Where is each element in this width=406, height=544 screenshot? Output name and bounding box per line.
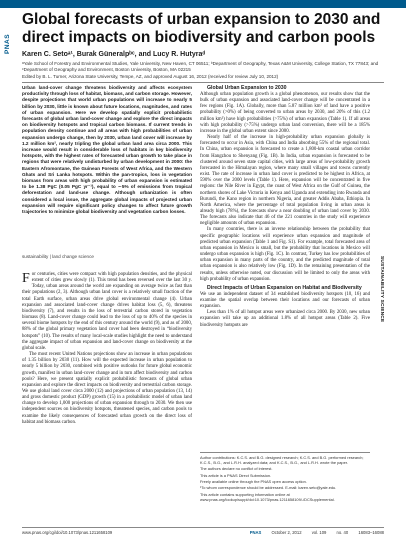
section-heading-biodiversity: Direct Impacts of Urban Expansion on Habitat and Biodiversity	[207, 284, 362, 291]
keywords: sustainability | land change science	[22, 254, 94, 259]
footer-volume: vol. 109	[311, 530, 327, 535]
abstract: Urban land-cover change threatens biodiversity and affects ecosystem productivity through loss of habitat, biomass, and carbon storage. However, despite projections that world urban populations will increase to nearly 5 billion by 2030, little is known about future locations, magnitudes, and rates of urban expansion. Here we develop spatially explicit probabilistic forecasts of global urban land-cover change and explore the direct impacts on biodiversity hotspots and tropical carbon biomass. If current trends in population density continue and all areas with high probabilities of urban expansion undergo change, then by 2030, urban land cover will increase by 1.2 million km², nearly tripling the global urban land area circa 2000. This increase would result in considerable loss of habitats in key biodiversity hotspots, with the highest rates of forecasted urban growth to take place in regions that were relatively undisturbed by urban development in 2000: the Eastern Afromontane, the Guinean Forests of West Africa, and the Western Ghats and Sri Lanka hotspots. Within the pan-tropics, loss in vegetation biomass from areas with high probability of urban expansion is estimated to be 1.38 PgC (0.05 PgC yr⁻¹), equal to ∼5% of emissions from tropical deforestation and land-use change. Although urbanization is often considered a local issue, the aggregate global impacts of projected urban expansion will require significant policy changes to affect future growth trajectories to minimize global biodiversity and vegetation carbon losses.	[22, 85, 192, 215]
biodiversity-paragraph-1: We use an independent dataset of 34 established biodiversity hotspots (10, 16) and examine the spatial overlap between their locations and our forecasts of urban expansion.	[200, 291, 370, 310]
affiliations: ᵃYale School of Forestry and Environmental Studies, Yale University, New Haven, CT 06511; ᵇDepartment of Geography, Texas A&M University, College Station, TX 77843; and ᶜDepartment of Geography and Environment, Boston University, Boston, MA 02215	[22, 61, 379, 72]
doi-link[interactable]: www.pnas.org/cgi/doi/10.1073/pnas.1211658109	[22, 530, 113, 535]
footer-pages: 16083–16088	[358, 530, 384, 535]
intro-paragraph-2: The most recent United Nations projections show an increase in urban populations of 1.35 billion by 2030 (11). How will the expected increase in urban population to nearly 5 billion by 2030, combined with positive outlooks for future global economic growth, manifest in urban land-cover change and in turn affect biodiversity and carbon pools? Here, we present spatially explicit probabilistic forecasts of global urban expansion and explore the direct impacts on biodiversity and terrestrial carbon storage. We use global land cover circa 2000 (12) and projections of urban population (13, 14) and gross domestic product (GDP) growth (15) in a probabilistic model of urban land change to develop 1,000 projections of urban expansion through to 2030. We then use independent sources on biodiversity hotspots, threatened species, and carbon pools to examine the likely consequences of forecasted urban growth on the direct loss of habitat and biomass carbon.	[22, 352, 192, 425]
paper-title: Global forecasts of urban expansion to 2030 and direct impacts on biodiversity and carbon pools	[22, 11, 381, 46]
results-paragraph-3: In many countries, there is an inverse relationship between the probability that specific geographic locations will experience urban expansion and magnitude of predicted urban expansion (Table 1 and Fig. S1). For example, total forecasted area of urban expansion in Mexico is small, but the probability that locations in Mexico will undergo urban expansion is high (Fig. 1C). In contrast, Turkey has low probabilities of urban expansion in many parts of the country, and the predicted magnitude of total urban expansion is also relatively low (Fig. 1D). In the remaining presentation of the results, unless otherwise noted, our discussion will be limited to only the areas with high probability of urban expansion.	[200, 227, 370, 282]
footer-journal: PNAS	[249, 530, 262, 535]
section-heading-expansion: Global Urban Expansion to 2030	[207, 85, 287, 91]
author-list: Karen C. Setoᵃ¹, Burak Güneralpᵇᶜ, and Lucy R. Hutyraᵈ	[22, 51, 206, 58]
right-column-body	[200, 85, 370, 329]
biodiversity-paragraph-2: Less than 1% of all hotspot areas were urbanized circa 2000. By 2030, new urban expansion will take up an additional 1.8% of all hotspot areas (Table 2). Five biodiversity hotspots are	[200, 310, 370, 328]
footnotes	[200, 452, 370, 503]
page-footer	[22, 530, 384, 538]
footer-issue: no. 40	[336, 530, 349, 535]
footnote-conflict: The authors declare no conflict of interest.	[200, 466, 273, 472]
footer-date: October 2, 2012	[271, 530, 302, 535]
journal-logo: PNAS	[4, 33, 11, 54]
edited-by: Edited by B. L. Turner, Arizona State University, Tempe, AZ, and approved August 16, 2012 (received for review July 10, 2012)	[22, 74, 279, 79]
footer-divider	[22, 527, 384, 528]
drop-cap: F	[22, 271, 30, 286]
results-paragraph-1: Although urban population growth is a global phenomenon, our results show that the bulk of urban expansion and associated land-cover change will be concentrated in a few regions (Fig. 1A). Globally, more than 5.87 million km² of land have a positive probability (>0%) of being converted to urban areas by 2030, and 20% of this (1.2 million km²) have high probabilities (>75%) of urban expansion (Table 1). If all areas with high probability (>75%) undergo urban land conversion, there will be a 185% increase in the global urban extent since 2000.	[200, 92, 370, 134]
footnote-open-access: Freely available online through the PNAS open access option.	[200, 478, 307, 484]
results-paragraph-2: Nearly half of the increase in high-probability urban expansion globally is forecasted to occur in Asia, with China and India absorbing 55% of the regional total. In China, urban expansion is forecasted to create a 1,800-km coastal urban corridor from Hangzhou to Shenyang (Fig. 1B). In India, urban expansion is forecasted to be clustered around seven state capital cities, with large areas of low-probability growth forecasted in the Himalayan region, where many small villages and towns currently exist. The rate of increase in urban land cover is predicted to be highest in Africa, at 590% over the 2000 levels (Table 1). Here, expansion will be concentrated in five regions: the Nile River in Egypt, the coast of West Africa on the Gulf of Guinea, the northern shores of Lake Victoria in Kenya and Uganda and extending into Rwanda and Burundi, the Kano region in northern Nigeria, and greater Addis Ababa, Ethiopia. In North America, where the percentage of total population living in urban areas is already high (78%), the forecasts show a near doubling of urban land cover by 2030. The forecasts also indicate that 46 of the 221 countries in the study will experience negligible amounts of urban expansion.	[200, 135, 370, 227]
footnote-supporting-info: This article contains supporting information online at www.pnas.org/lookup/suppl/doi:10.1073/pnas.1211658109/-/DCSupplemental.	[200, 491, 335, 502]
section-side-label: SUSTAINABILITY SCIENCE	[379, 256, 384, 323]
header-divider	[22, 82, 384, 83]
footnote-contributions: Author contributions: K.C.S. and B.G. designed research; K.C.S. and B.G. performed research; K.C.S., B.G., and L.R.H. analyzed data; and K.C.S., B.G., and L.R.H. wrote the paper.	[200, 455, 364, 466]
intro-paragraph-1: For centuries, cities were compact with high population densities, and the physical extent of cities grew slowly (1). This trend has been reversed over the last 30 y. Today, urban areas around the world are expanding on average twice as fast than their populations (2, 3). Although urban land cover is a relatively small fraction of the total Earth surface, urban areas drive global environmental change (4). Urban expansion and associated land-cover change drives habitat loss (5, 6), threatens biodiversity (7), and results in the loss of terrestrial carbon stored in vegetation biomass (8). Land-cover change could lead to the loss of up to 40% of the species in several biome hotspots by the end of this century around the world (9), and as of 2000, 88% of the global primary vegetation land cover had been destroyed in “biodiversity hotspots” (10). The results of many local-scale studies highlight the need to understand the aggregate impact of urban expansion and land-cover change on biodiversity at the global scale.	[22, 271, 192, 351]
citation-info	[250, 530, 384, 535]
left-column-body	[22, 272, 192, 426]
footnote-direct-submission: This article is a PNAS Direct Submission.	[200, 472, 272, 478]
journal-color-band	[0, 0, 406, 8]
footnote-correspondence: ¹To whom correspondence should be addressed. E-mail: karen.seto@yale.edu.	[200, 485, 337, 491]
